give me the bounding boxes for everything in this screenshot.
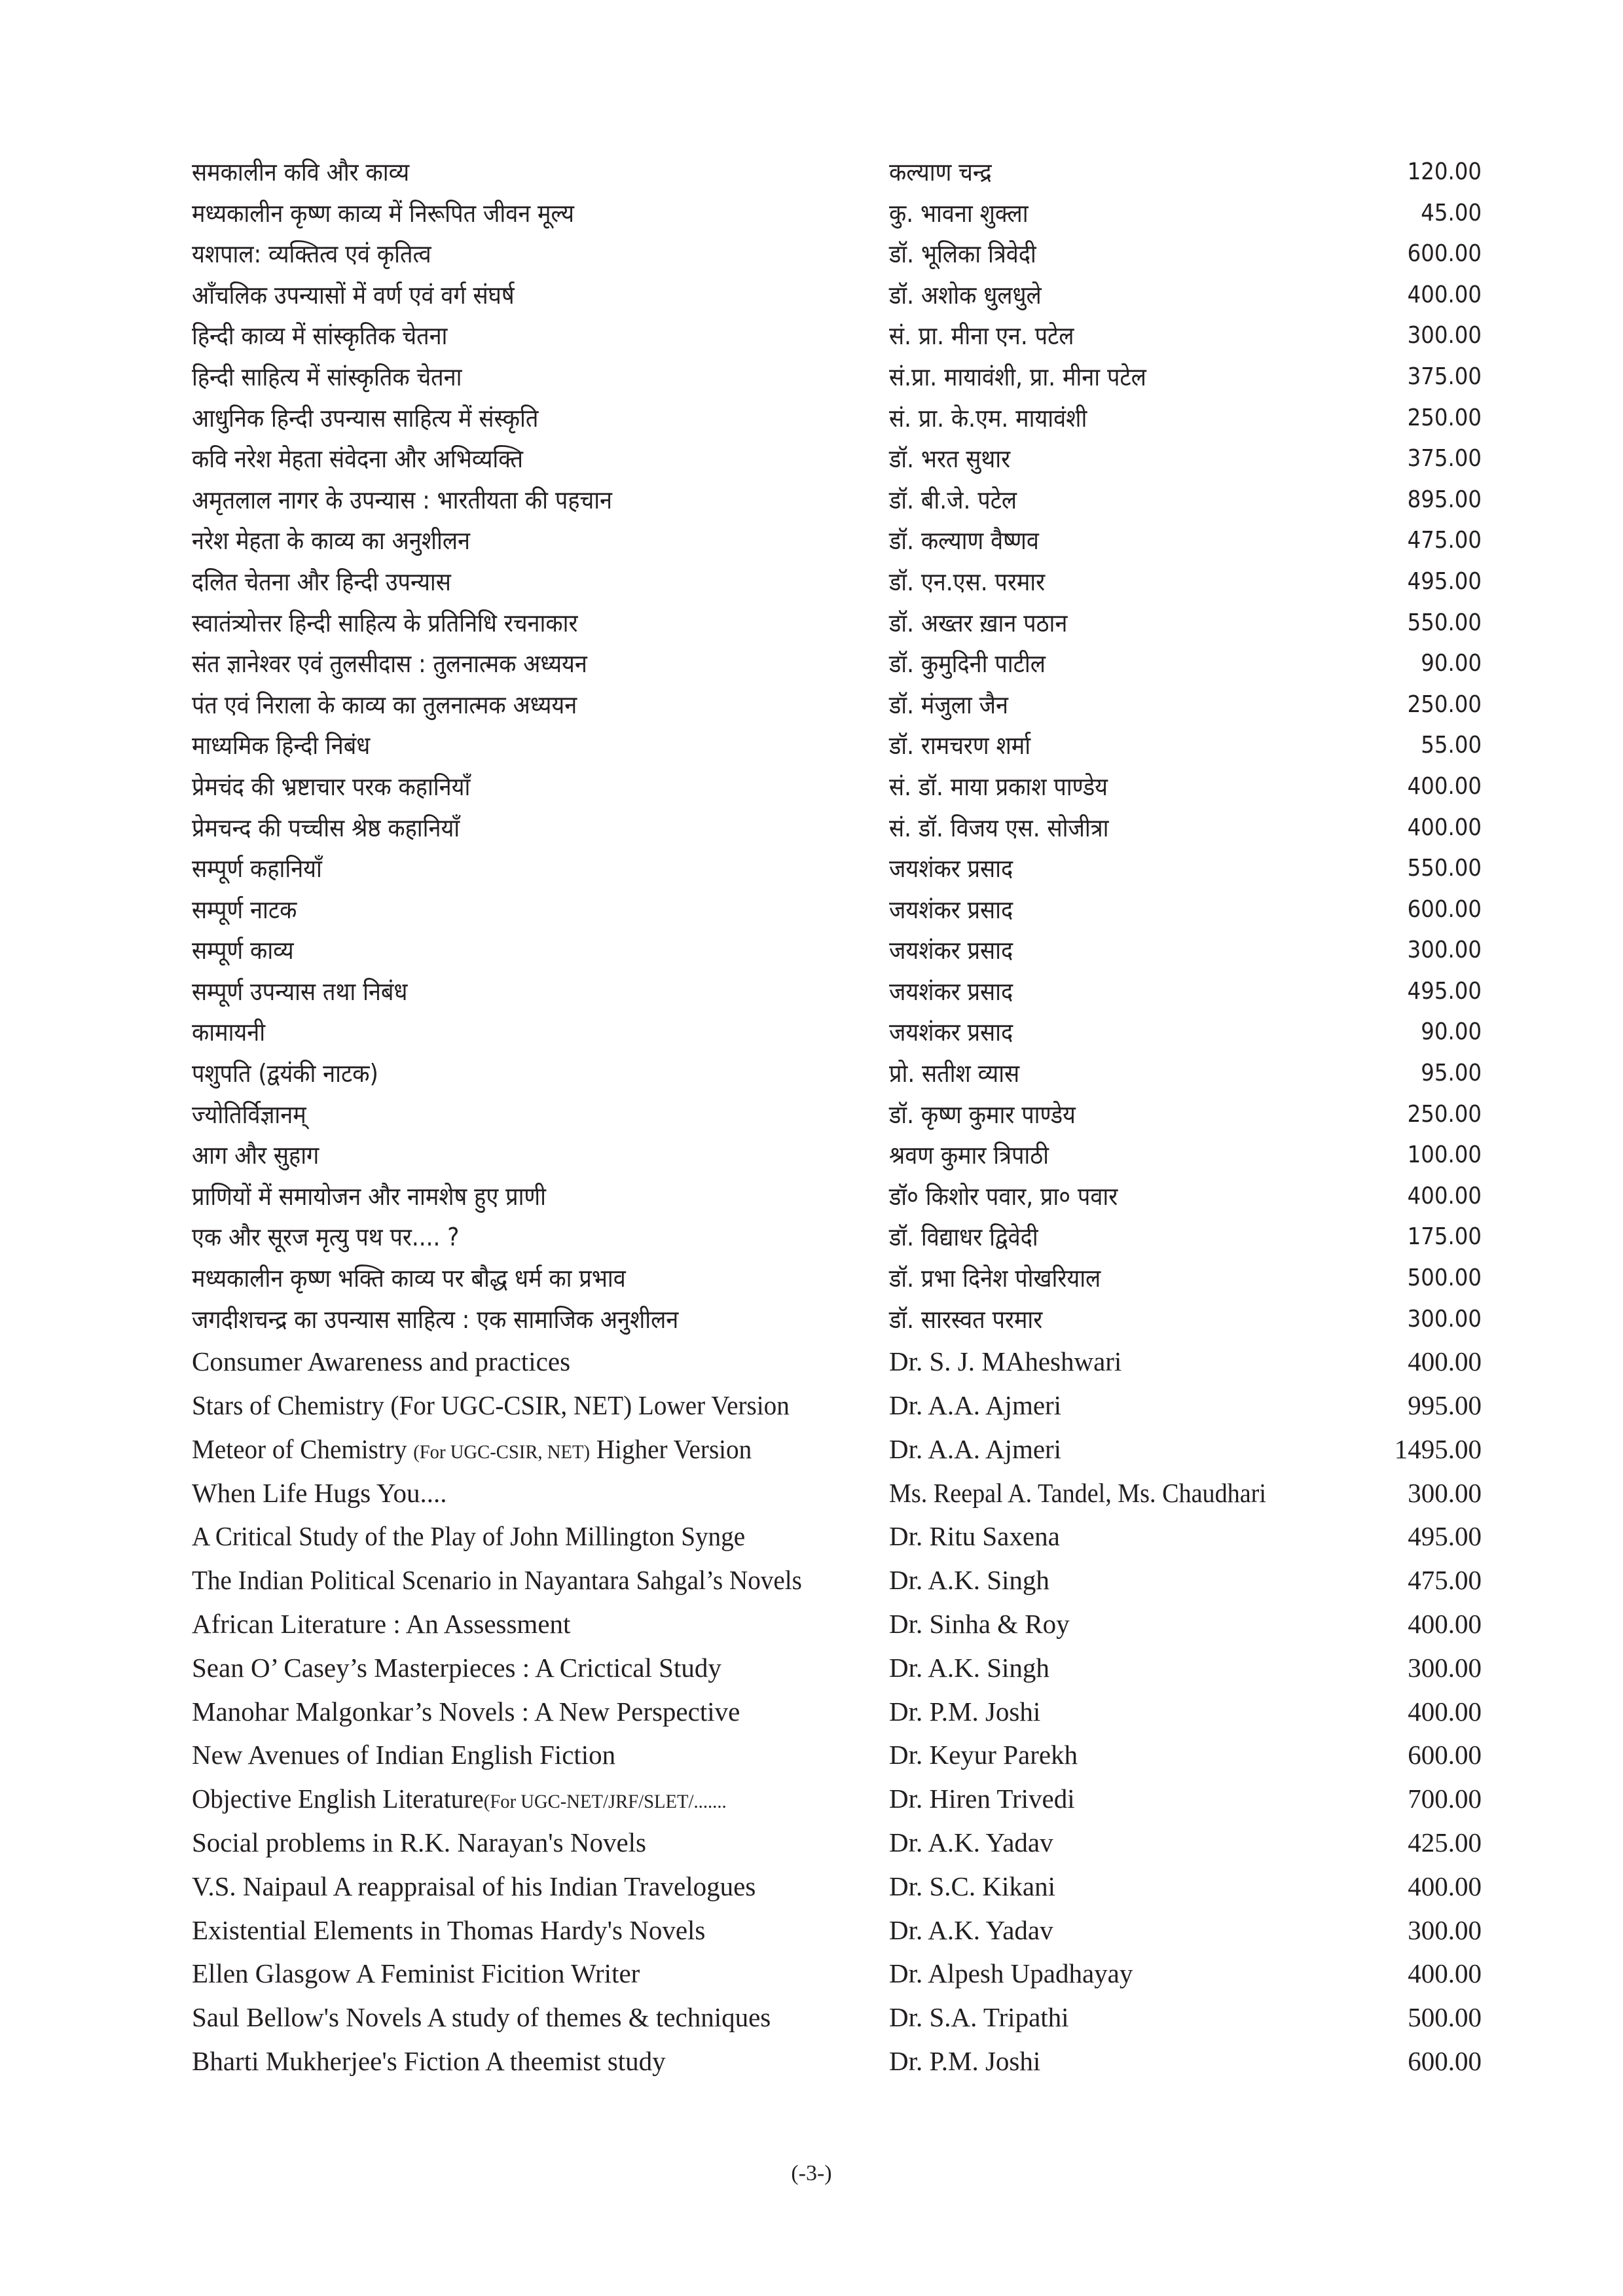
book-price: 895.00 bbox=[1407, 486, 1482, 513]
book-title: New Avenues of Indian English Fiction bbox=[192, 1740, 616, 1770]
book-author: सं. डॉ. माया प्रकाश पाण्डेय bbox=[889, 772, 1108, 801]
book-price: 250.00 bbox=[1407, 691, 1482, 718]
book-author: डॉ. कृष्ण कुमार पाण्डेय bbox=[889, 1100, 1076, 1129]
book-author: Dr. A.K. Singh bbox=[889, 1565, 1049, 1596]
catalog-row bbox=[192, 1646, 1482, 1690]
book-title: मध्यकालीन कृष्ण भक्ति काव्य पर बौद्ध धर्म का प्रभाव bbox=[192, 1264, 626, 1293]
book-price: 300.00 bbox=[1407, 322, 1482, 350]
catalog-row bbox=[192, 439, 1482, 480]
book-author: डॉ. प्रभा दिनेश पोखरियाल bbox=[889, 1264, 1101, 1293]
catalog-row bbox=[192, 808, 1482, 849]
book-title: African Literature : An Assessment bbox=[192, 1609, 571, 1639]
book-author: Dr. S.A. Tripathi bbox=[889, 2002, 1069, 2033]
catalog-row bbox=[192, 1515, 1482, 1558]
book-author: Dr. A.A. Ajmeri bbox=[889, 1433, 1062, 1464]
catalog-row bbox=[192, 1558, 1482, 1602]
book-price: 120.00 bbox=[1407, 158, 1482, 185]
book-price: 400.00 bbox=[1407, 1182, 1482, 1210]
book-author: सं. प्रा. के.एम. मायावंशी bbox=[889, 403, 1087, 433]
catalog-row bbox=[192, 643, 1482, 685]
book-author: Ms. Reepal A. Tandel, Ms. Chaudhari bbox=[889, 1477, 1266, 1508]
book-price: 250.00 bbox=[1407, 404, 1482, 431]
book-author: Dr. P.M. Joshi bbox=[889, 2045, 1041, 2076]
book-author: Dr. Sinha & Roy bbox=[889, 1609, 1070, 1639]
book-price: 300.00 bbox=[1408, 1652, 1482, 1683]
book-price: 300.00 bbox=[1408, 1914, 1482, 1945]
catalog-row bbox=[192, 1690, 1482, 1734]
book-author: डॉ. अख्तर ख़ान पठान bbox=[889, 608, 1068, 637]
book-author: Dr. Hiren Trivedi bbox=[889, 1784, 1075, 1814]
book-author: डॉ. एन.एस. परमार bbox=[889, 567, 1046, 596]
book-price: 495.00 bbox=[1407, 977, 1482, 1005]
book-price: 300.00 bbox=[1408, 1477, 1482, 1508]
book-price: 250.00 bbox=[1407, 1100, 1482, 1128]
catalog-row bbox=[192, 1427, 1482, 1471]
catalog-row bbox=[192, 1217, 1482, 1258]
catalog-row bbox=[192, 398, 1482, 439]
book-author: सं.प्रा. मायावंशी, प्रा. मीना पटेल bbox=[889, 362, 1146, 391]
book-title: ज्योतिर्विज्ञानम् bbox=[192, 1100, 306, 1129]
book-title-group bbox=[192, 1427, 752, 1475]
book-author: Dr. S.C. Kikani bbox=[889, 1871, 1055, 1901]
book-author: सं. प्रा. मीना एन. पटेल bbox=[889, 321, 1074, 351]
book-author: Dr. S. J. MAheshwari bbox=[889, 1346, 1122, 1377]
catalog-row bbox=[192, 971, 1482, 1013]
catalog-row bbox=[192, 1733, 1482, 1777]
book-author: Dr. A.K. Singh bbox=[889, 1652, 1049, 1683]
catalog-row bbox=[192, 1299, 1482, 1340]
catalog-row bbox=[192, 889, 1482, 931]
book-title: दलित चेतना और हिन्दी उपन्यास bbox=[192, 567, 451, 596]
book-title: Consumer Awareness and practices bbox=[192, 1346, 571, 1377]
book-author: सं. डॉ. विजय एस. सोजीत्रा bbox=[889, 813, 1109, 842]
book-title: The Indian Political Scenario in Nayantara Sahgal’s Novels bbox=[192, 1565, 802, 1596]
book-price: 400.00 bbox=[1408, 1958, 1482, 1989]
book-price: 495.00 bbox=[1407, 567, 1482, 595]
book-title: संत ज्ञानेश्वर एवं तुलसीदास : तुलनात्मक अध्ययन bbox=[192, 649, 587, 679]
book-price: 300.00 bbox=[1407, 1305, 1482, 1333]
book-price: 400.00 bbox=[1407, 281, 1482, 308]
book-price: 300.00 bbox=[1407, 937, 1482, 964]
catalog-row bbox=[192, 2039, 1482, 2083]
book-author: Dr. A.K. Yadav bbox=[889, 1914, 1053, 1945]
catalog-row bbox=[192, 1952, 1482, 1996]
book-title: आग और सुहाग bbox=[192, 1141, 319, 1170]
book-title: अमृतलाल नागर के उपन्यास : भारतीयता की पहचान bbox=[192, 485, 613, 514]
book-title: V.S. Naipaul A reappraisal of his Indian Travelogues bbox=[192, 1871, 756, 1901]
catalog-row bbox=[192, 1909, 1482, 1952]
book-price: 400.00 bbox=[1407, 814, 1482, 841]
book-author: जयशंकर प्रसाद bbox=[889, 977, 1013, 1006]
book-author: डॉ. मंजुला जैन bbox=[889, 690, 1009, 719]
book-title: जगदीशचन्द्र का उपन्यास साहित्य : एक सामाजिक अनुशीलन bbox=[192, 1304, 679, 1334]
book-price: 495.00 bbox=[1408, 1521, 1482, 1552]
book-title: प्रेमचन्द की पच्चीस श्रेष्ठ कहानियाँ bbox=[192, 813, 460, 842]
catalog-row bbox=[192, 1094, 1482, 1136]
book-title: Bharti Mukherjee's Fiction A theemist study bbox=[192, 2045, 666, 2076]
book-author: जयशंकर प्रसाद bbox=[889, 895, 1013, 924]
book-title: Meteor of Chemistry bbox=[192, 1433, 407, 1464]
book-author: डॉ० किशोर पवार, प्रा० पवार bbox=[889, 1181, 1118, 1211]
catalog-row bbox=[192, 1258, 1482, 1299]
book-price: 550.00 bbox=[1407, 609, 1482, 636]
book-price: 400.00 bbox=[1408, 1609, 1482, 1639]
book-title: समकालीन कवि और काव्य bbox=[192, 158, 410, 187]
catalog-row bbox=[192, 1012, 1482, 1053]
book-price: 90.00 bbox=[1421, 650, 1482, 677]
book-title: सम्पूर्ण काव्य bbox=[192, 936, 294, 965]
book-title: स्वातंत्र्योत्तर हिन्दी साहित्य के प्रतिनिधि रचनाकार bbox=[192, 608, 578, 637]
book-title: सम्पूर्ण कहानियाँ bbox=[192, 854, 322, 884]
book-title: माध्यमिक हिन्दी निबंध bbox=[192, 731, 371, 761]
book-author: डॉ. अशोक धुलधुले bbox=[889, 280, 1042, 310]
catalog-row bbox=[192, 357, 1482, 398]
catalog-row bbox=[192, 1176, 1482, 1217]
catalog-row bbox=[192, 1821, 1482, 1865]
book-title: कवि नरेश मेहता संवेदना और अभिव्यक्ति bbox=[192, 444, 524, 474]
catalog-row bbox=[192, 234, 1482, 275]
catalog-row bbox=[192, 1135, 1482, 1176]
catalog-row bbox=[192, 520, 1482, 562]
book-title: यशपाल: व्यक्तित्व एवं कृतित्व bbox=[192, 240, 431, 269]
book-title: Existential Elements in Thomas Hardy's Novels bbox=[192, 1914, 706, 1945]
book-author: डॉ. रामचरण शर्मा bbox=[889, 731, 1031, 761]
book-title: A Critical Study of the Play of John Millington Synge bbox=[192, 1521, 746, 1552]
book-title: Social problems in R.K. Narayan's Novels bbox=[192, 1827, 647, 1857]
book-title: आँचलिक उपन्यासों में वर्ण एवं वर्ग संघर्ष bbox=[192, 280, 515, 310]
book-price: 550.00 bbox=[1407, 855, 1482, 882]
catalog-row bbox=[192, 193, 1482, 234]
book-title: प्रेमचंद की भ्रष्टाचार परक कहानियाँ bbox=[192, 772, 471, 801]
book-title: When Life Hugs You.... bbox=[192, 1477, 447, 1508]
catalog-row bbox=[192, 848, 1482, 889]
book-price: 600.00 bbox=[1408, 2045, 1482, 2076]
catalog-row bbox=[192, 1865, 1482, 1909]
book-author: Dr. A.K. Yadav bbox=[889, 1827, 1053, 1857]
catalog-row bbox=[192, 1602, 1482, 1646]
book-price: 425.00 bbox=[1408, 1827, 1482, 1857]
book-price: 700.00 bbox=[1408, 1784, 1482, 1814]
catalog-row bbox=[192, 766, 1482, 808]
book-title: Ellen Glasgow A Feminist Ficition Writer bbox=[192, 1958, 640, 1989]
book-price: 1495.00 bbox=[1394, 1433, 1482, 1464]
book-title: आधुनिक हिन्दी उपन्यास साहित्य में संस्कृति bbox=[192, 403, 539, 433]
book-price: 375.00 bbox=[1407, 363, 1482, 390]
book-title: नरेश मेहता के काव्य का अनुशीलन bbox=[192, 526, 470, 556]
book-title: सम्पूर्ण नाटक bbox=[192, 895, 297, 924]
book-price: 375.00 bbox=[1407, 445, 1482, 473]
book-title: एक और सूरज मृत्यु पथ पर.... ? bbox=[192, 1223, 460, 1252]
page-number: (-3-) bbox=[791, 2161, 832, 2185]
book-price: 475.00 bbox=[1407, 527, 1482, 554]
catalog-row bbox=[192, 152, 1482, 193]
book-title: मध्यकालीन कृष्ण काव्य में निरूपित जीवन मूल्य bbox=[192, 198, 574, 228]
book-title: कामायनी bbox=[192, 1018, 266, 1047]
book-author: कल्याण चन्द्र bbox=[889, 158, 992, 187]
book-author: जयशंकर प्रसाद bbox=[889, 1018, 1013, 1047]
catalog-row bbox=[192, 685, 1482, 726]
catalog-row bbox=[192, 1471, 1482, 1515]
book-title: Manohar Malgonkar’s Novels : A New Perspective bbox=[192, 1696, 740, 1727]
book-title: Saul Bellow's Novels A study of themes & techniques bbox=[192, 2002, 771, 2033]
book-author: डॉ. कुमुदिनी पाटील bbox=[889, 649, 1046, 679]
book-author: Dr. A.A. Ajmeri bbox=[889, 1390, 1062, 1421]
book-title: Sean O’ Casey’s Masterpieces : A Crictical Study bbox=[192, 1652, 721, 1683]
book-author: प्रो. सतीश व्यास bbox=[889, 1059, 1020, 1088]
book-price: 95.00 bbox=[1421, 1060, 1482, 1087]
book-price: 600.00 bbox=[1407, 895, 1482, 923]
book-price: 500.00 bbox=[1408, 2002, 1482, 2033]
book-title-note: (For UGC-CSIR, NET) bbox=[413, 1441, 590, 1463]
book-price: 90.00 bbox=[1421, 1018, 1482, 1046]
book-title: Stars of Chemistry (For UGC-CSIR, NET) Lower Version bbox=[192, 1390, 790, 1421]
book-author: कु. भावना शुक्ला bbox=[889, 198, 1029, 228]
book-title-suffix: Higher Version bbox=[596, 1433, 752, 1464]
book-price: 400.00 bbox=[1408, 1696, 1482, 1727]
book-title-note: (For UGC-NET/JRF/SLET/....... bbox=[483, 1791, 727, 1813]
book-price: 45.00 bbox=[1421, 199, 1482, 226]
book-price: 995.00 bbox=[1408, 1390, 1482, 1421]
catalog-row bbox=[192, 1053, 1482, 1094]
catalog-row bbox=[192, 1384, 1482, 1427]
book-title: पंत एवं निराला के काव्य का तुलनात्मक अध्ययन bbox=[192, 690, 577, 719]
book-price: 400.00 bbox=[1408, 1871, 1482, 1901]
book-price: 500.00 bbox=[1407, 1265, 1482, 1292]
book-title: Objective English Literature bbox=[192, 1784, 484, 1814]
book-price: 600.00 bbox=[1408, 1740, 1482, 1770]
catalog-row bbox=[192, 603, 1482, 644]
book-author: Dr. Keyur Parekh bbox=[889, 1740, 1078, 1770]
book-price: 100.00 bbox=[1407, 1141, 1482, 1169]
book-catalog-list bbox=[192, 152, 1482, 2083]
book-author: श्रवण कुमार त्रिपाठी bbox=[889, 1141, 1049, 1170]
book-author: Dr. Alpesh Upadhayay bbox=[889, 1958, 1133, 1989]
book-title: हिन्दी साहित्य में सांस्कृतिक चेतना bbox=[192, 362, 462, 391]
catalog-row bbox=[192, 930, 1482, 971]
book-author: जयशंकर प्रसाद bbox=[889, 854, 1013, 884]
catalog-row bbox=[192, 315, 1482, 357]
catalog-row bbox=[192, 725, 1482, 766]
catalog-row bbox=[192, 562, 1482, 603]
book-title: पशुपति (द्वयंकी नाटक) bbox=[192, 1059, 378, 1088]
book-author: Dr. P.M. Joshi bbox=[889, 1696, 1041, 1727]
book-price: 475.00 bbox=[1408, 1565, 1482, 1596]
catalog-row bbox=[192, 1340, 1482, 1384]
book-author: डॉ. बी.जे. पटेल bbox=[889, 485, 1017, 514]
book-title: हिन्दी काव्य में सांस्कृतिक चेतना bbox=[192, 321, 448, 351]
catalog-row bbox=[192, 275, 1482, 316]
book-title: प्राणियों में समायोजन और नामशेष हुए प्राणी bbox=[192, 1181, 547, 1211]
book-price: 600.00 bbox=[1407, 240, 1482, 268]
book-price: 400.00 bbox=[1408, 1346, 1482, 1377]
book-author: डॉ. विद्याधर द्विवेदी bbox=[889, 1223, 1038, 1252]
book-author: Dr. Ritu Saxena bbox=[889, 1521, 1060, 1552]
book-author: डॉ. भूलिका त्रिवेदी bbox=[889, 240, 1036, 269]
catalog-row bbox=[192, 480, 1482, 521]
book-author: डॉ. कल्याण वैष्णव bbox=[889, 526, 1039, 556]
book-price: 400.00 bbox=[1407, 772, 1482, 800]
book-title: सम्पूर्ण उपन्यास तथा निबंध bbox=[192, 977, 408, 1006]
book-title-group bbox=[192, 1777, 727, 1824]
book-author: जयशंकर प्रसाद bbox=[889, 936, 1013, 965]
book-author: डॉ. भरत सुथार bbox=[889, 444, 1011, 474]
book-price: 55.00 bbox=[1421, 732, 1482, 759]
book-author: डॉ. सारस्वत परमार bbox=[889, 1304, 1043, 1334]
catalog-row bbox=[192, 1777, 1482, 1821]
book-price: 175.00 bbox=[1407, 1223, 1482, 1251]
catalog-row bbox=[192, 1996, 1482, 2039]
